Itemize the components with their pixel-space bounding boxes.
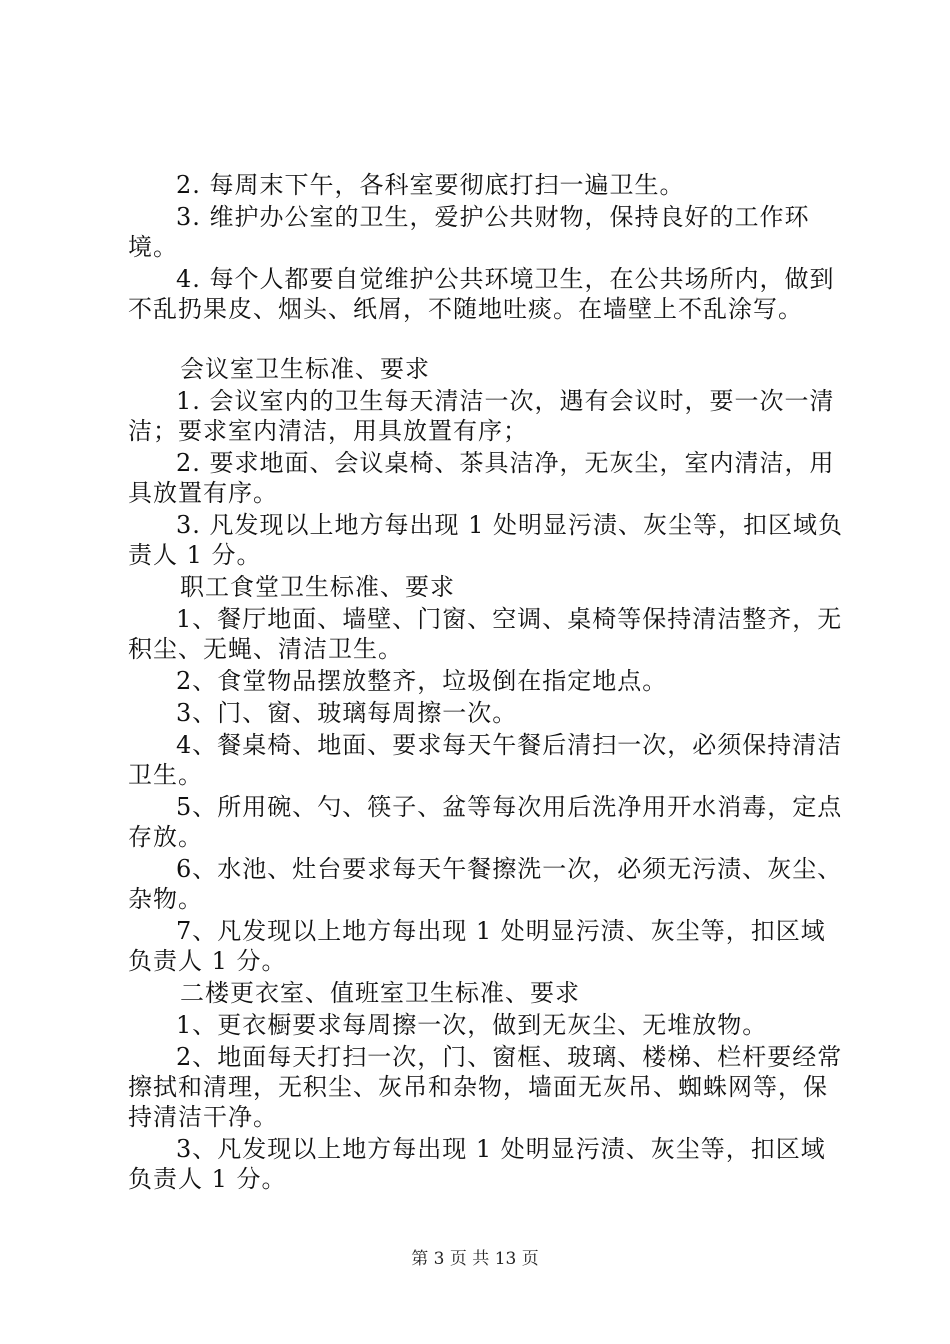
paragraph: 2、食堂物品摆放整齐，垃圾倒在指定地点。: [176, 667, 668, 695]
paragraph: 1. 会议室内的卫生每天清洁一次，遇有会议时，要一次一清洁；要求室内清洁，用具放置有序；: [128, 387, 835, 445]
paragraph: 2. 每周末下午，各科室要彻底打扫一遍卫生。: [176, 171, 685, 199]
paragraph: 2. 要求地面、会议桌椅、茶具洁净，无灰尘，室内清洁，用具放置有序。: [128, 449, 835, 507]
document-body: [128, 170, 848, 1196]
paragraph: 1、更衣橱要求每周擦一次，做到无灰尘、无堆放物。: [176, 1011, 768, 1039]
paragraph: 4. 每个人都要自觉维护公共环境卫生，在公共场所内，做到不乱扔果皮、烟头、纸屑，不随地吐痰。在墙壁上不乱涂写。: [128, 265, 835, 323]
paragraph: 3. 维护办公室的卫生，爱护公共财物，保持良好的工作环境。: [128, 203, 810, 261]
paragraph: 3、凡发现以上地方每出现 1 处明显污渍、灰尘等，扣区域负责人 1 分。: [128, 1135, 826, 1193]
paragraph: 6、水池、灶台要求每天午餐擦洗一次，必须无污渍、灰尘、杂物。: [128, 855, 843, 913]
paragraph: 2、地面每天打扫一次，门、窗框、玻璃、楼梯、栏杆要经常擦拭和清理，无积尘、灰吊和杂物，墙面无灰吊、蜘蛛网等，保持清洁干净。: [128, 1043, 843, 1131]
paragraph: 3. 凡发现以上地方每出现 1 处明显污渍、灰尘等，扣区域负责人 1 分。: [128, 511, 844, 569]
paragraph: 1、餐厅地面、墙壁、门窗、空调、桌椅等保持清洁整齐，无积尘、无蝇、清洁卫生。: [128, 605, 843, 663]
paragraph: 5、所用碗、勺、筷子、盆等每次用后洗净用开水消毒，定点存放。: [128, 793, 843, 851]
section-heading: 职工食堂卫生标准、要求: [180, 573, 455, 601]
page-footer: 第 3 页 共 13 页: [411, 1249, 539, 1269]
paragraph: 4、餐桌椅、地面、要求每天午餐后清扫一次，必须保持清洁卫生。: [128, 731, 843, 789]
paragraph: 3、门、窗、玻璃每周擦一次。: [176, 699, 518, 727]
section-heading: 会议室卫生标准、要求: [180, 355, 430, 383]
paragraph: 7、凡发现以上地方每出现 1 处明显污渍、灰尘等，扣区域负责人 1 分。: [128, 917, 826, 975]
section-heading: 二楼更衣室、值班室卫生标准、要求: [180, 979, 580, 1007]
